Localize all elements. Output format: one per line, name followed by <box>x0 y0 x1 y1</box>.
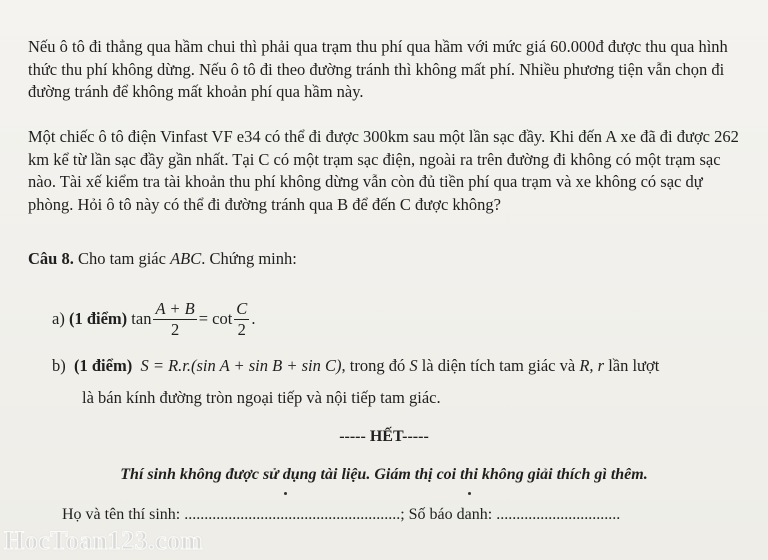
part-b-text1: , trong đó <box>341 356 406 375</box>
part-b-points: (1 điểm) <box>74 356 133 375</box>
part-b <box>52 356 659 376</box>
end-marker: ----- HẾT----- <box>339 428 429 445</box>
part-b-formula: S = R.r.(sin A + sin B + sin C) <box>140 356 342 375</box>
paragraph-toll-context: Nếu ô tô đi thẳng qua hầm chui thì phải qua trạm thu phí qua hầm với mức giá 60.000đ được thu qua hình thức thu phí không dừng. Nếu ô tô đi theo đường tránh thì không mất phí. Nhiều phương tiện vẫn chọn đi đường tránh để không mất khoản phí qua hầm này. <box>28 37 728 101</box>
fraction-denominator: 2 <box>170 319 180 339</box>
dot-mark <box>284 492 287 495</box>
part-a-points: (1 điểm) <box>68 309 128 328</box>
part-a-equals-cot: = cot <box>198 309 233 328</box>
dot-mark <box>468 492 471 495</box>
fraction-denominator: 2 <box>237 319 246 339</box>
part-a-label: a) <box>52 309 65 328</box>
triangle-name: ABC <box>170 249 202 268</box>
fraction-c-over-2 <box>234 299 249 340</box>
question-8-prompt-post: . Chứng minh: <box>201 249 297 268</box>
part-b-text3: lần lượt <box>608 356 660 375</box>
question-8-prompt-pre: Cho tam giác <box>77 249 166 268</box>
paragraph-ev-problem: Một chiếc ô tô điện Vinfast VF e34 có thể đi được 300km sau một lần sạc đầy. Khi đến A xe đã đi được 262 km kể từ lần sạc đầy gần nhất. Tại C có một trạm sạc điện, ngoài ra trên đường đi không có một trạm sạc nào. Tài xế kiểm tra tài khoản thu phí không dừng vẫn còn đủ tiền phí qua trạm và xe không có sạc dự phòng. Hỏi ô tô này có thể đi đường tránh qua B để đến C được không? <box>28 127 739 214</box>
var-r: R, r <box>579 356 605 375</box>
part-a-tan: tan <box>131 309 152 328</box>
question-8-heading <box>28 249 297 269</box>
fraction-numerator: A + B <box>155 298 195 318</box>
var-s: S <box>409 356 418 375</box>
part-b-line2: là bán kính đường tròn ngoại tiếp và nội tiếp tam giác. <box>82 388 441 407</box>
exam-note: Thí sinh không được sử dụng tài liệu. Giám thị coi thi không giải thích gì thêm. <box>120 466 648 483</box>
fraction-a-plus-b-over-2 <box>153 299 196 340</box>
candidate-info-line: Họ và tên thí sinh: ......................................................; Số báo danh: ............................... <box>62 506 621 523</box>
watermark-logo: HocToan123.com <box>4 526 203 555</box>
question-8-label: Câu 8. <box>28 249 74 268</box>
part-a-period: . <box>251 309 256 328</box>
part-a <box>52 297 255 341</box>
part-b-label: b) <box>52 356 66 375</box>
fraction-numerator: C <box>236 298 248 318</box>
part-b-text2: là diện tích tam giác và <box>421 356 576 375</box>
